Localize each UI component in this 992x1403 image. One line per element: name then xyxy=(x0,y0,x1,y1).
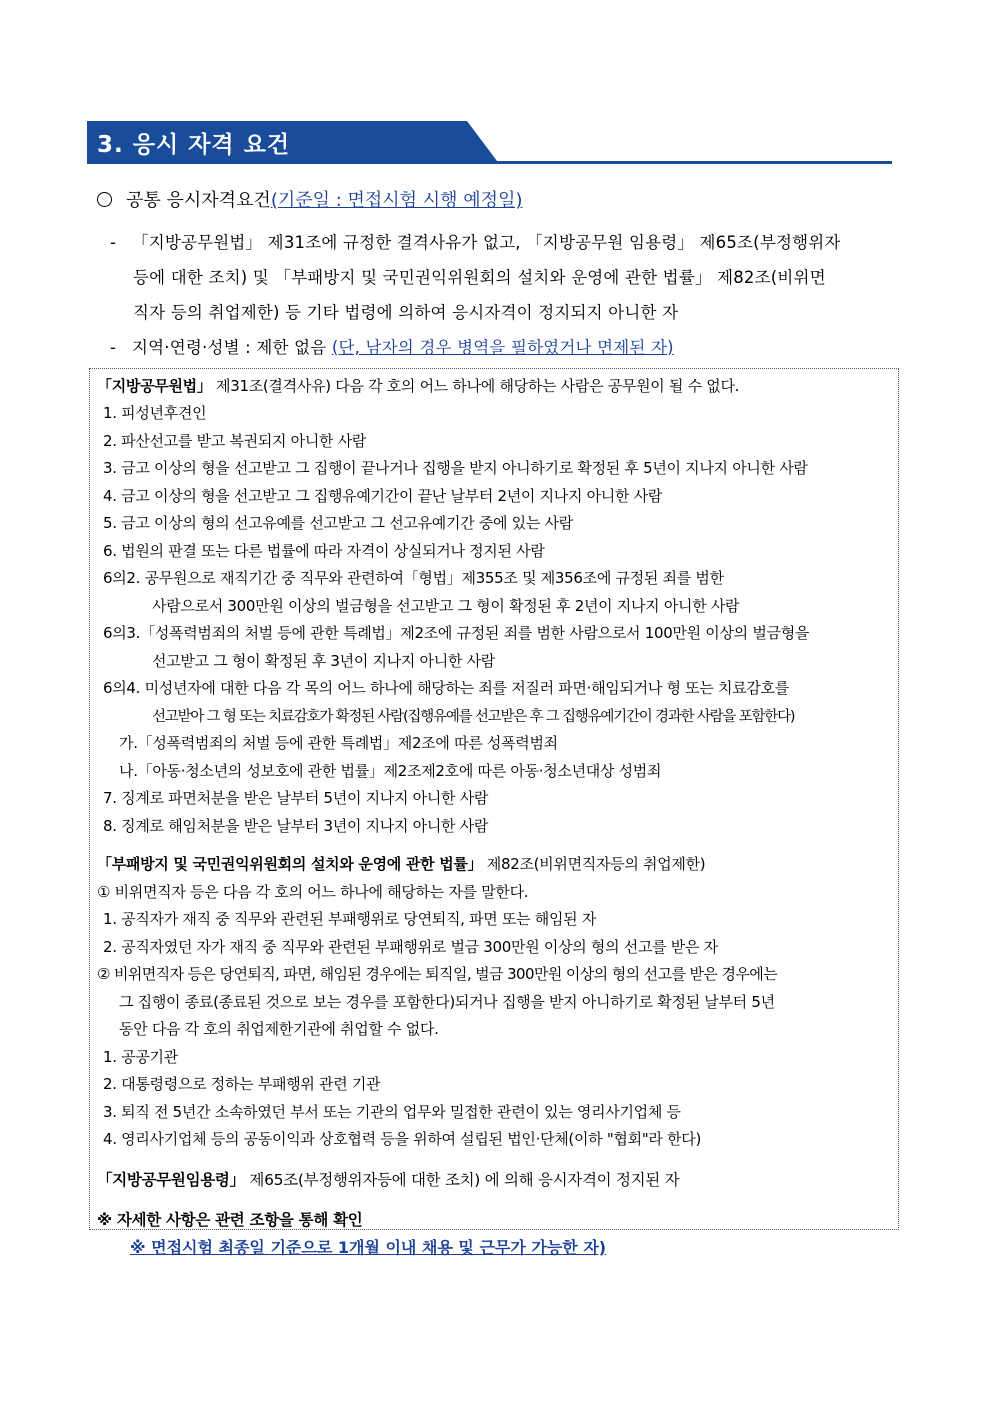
section-banner xyxy=(87,121,892,166)
employment-availability-footnote: ※ 면접시험 최종일 기준으로 1개월 이내 채용 및 근무가 가능한 자) xyxy=(130,1238,607,1257)
law2-item: 1. 공직자가 재직 중 직무와 관련된 부패행위로 당연퇴직, 파면 또는 해임된 자 xyxy=(103,910,597,928)
law1-item-continued: 사람으로서 300만원 이상의 벌금형을 선고받고 그 형이 확정된 후 2년이 지나지 아니한 사람 xyxy=(152,597,740,615)
law1-intro: 제31조(결격사유) 다음 각 호의 어느 하나에 해당하는 사람은 공무원이 될 수 없다. xyxy=(211,377,740,395)
law1-title: 「지방공무원법」 xyxy=(97,377,212,395)
heading-prefix: 공통 응시자격요건 xyxy=(126,190,271,211)
law3-text: 제65조(부정행위자등에 대한 조치) 에 의해 응시자격이 정지된 자 xyxy=(244,1171,680,1189)
law1-item: 5. 금고 이상의 형의 선고유예를 선고받고 그 선고유예기간 중에 있는 사람 xyxy=(103,514,573,532)
bullet-text: 지역·연령·성별 : 제한 없음 xyxy=(132,338,332,357)
law2-item: 4. 영리사기업체 등의 공동이익과 상호협력 등을 위하여 설립된 법인·단체(이하 "협회"라 한다) xyxy=(103,1130,702,1148)
heading-underlined-date: (기준일 : 면접시험 시행 예정일) xyxy=(270,190,523,211)
law2-clause-continued: 그 집행이 종료(종료된 것으로 보는 경우를 포함한다)되거나 집행을 받지 아니하기로 확정된 날부터 5년 xyxy=(119,993,775,1011)
law1-item: 2. 파산선고를 받고 복권되지 아니한 사람 xyxy=(103,432,367,450)
law1-item-continued: 선고받고 그 형이 확정된 후 3년이 지나지 아니한 사람 xyxy=(152,652,495,670)
law2-clause: ① 비위면직자 등은 다음 각 호의 어느 하나에 해당하는 자를 말한다. xyxy=(97,883,529,901)
bullet-dash: - xyxy=(110,338,117,357)
law1-header xyxy=(97,375,739,396)
law2-clause-continued: 동안 다음 각 호의 취업제한기관에 취업할 수 없다. xyxy=(119,1020,439,1038)
bullet-dash: - xyxy=(110,233,117,252)
law1-item: 1. 피성년후견인 xyxy=(103,404,207,422)
section-title: 3. 응시 자격 요건 xyxy=(97,132,291,158)
law2-intro: 제82조(비위면직자등의 취업제한) xyxy=(482,855,706,873)
bullet-2 xyxy=(110,334,674,358)
bullet-1-line-1 xyxy=(110,229,841,253)
circle-bullet-icon xyxy=(97,192,112,207)
bullet-text: 「지방공무원법」 제31조에 규정한 결격사유가 없고, 「지방공무원 임용령」 제65조(부정행위자 xyxy=(132,233,841,252)
law2-clause: ② 비위면직자 등은 당연퇴직, 파면, 해임된 경우에는 퇴직일, 벌금 300만원 이상의 형의 선고를 받은 경우에는 xyxy=(97,965,778,983)
law2-item: 1. 공공기관 xyxy=(103,1048,178,1066)
banner-underline xyxy=(87,161,892,164)
law1-subitem: 가.「성폭력범죄의 처벌 등에 관한 특례법」제2조에 따른 성폭력범죄 xyxy=(119,734,558,752)
law1-item: 8. 징계로 해임처분을 받은 날부터 3년이 지나지 아니한 사람 xyxy=(103,817,489,835)
law2-item: 3. 퇴직 전 5년간 소속하였던 부서 또는 기관의 업무와 밀접한 관련이 있는 영리사기업체 등 xyxy=(103,1103,681,1121)
law1-item: 6의2. 공무원으로 재직기간 중 직무와 관련하여「형법」제355조 및 제356조에 규정된 죄를 범한 xyxy=(103,569,724,587)
law1-item: 6. 법원의 판결 또는 다른 법률에 따라 자격이 상실되거나 정지된 사람 xyxy=(103,542,545,560)
common-requirements-heading xyxy=(97,186,522,212)
law3-title: 「지방공무원임용령」 xyxy=(97,1171,245,1189)
law3-line xyxy=(97,1168,679,1190)
law1-item: 3. 금고 이상의 형을 선고받고 그 집행이 끝나거나 집행을 받지 아니하기로 확정된 후 5년이 지나지 아니한 사람 xyxy=(103,459,808,477)
law1-item-continued: 선고받아 그 형 또는 치료감호가 확정된 사람(집행유예를 선고받은 후 그 집행유예기간이 경과한 사람을 포함한다) xyxy=(152,709,795,725)
law1-item: 4. 금고 이상의 형을 선고받고 그 집행유예기간이 끝난 날부터 2년이 지나지 아니한 사람 xyxy=(103,487,663,505)
law1-item: 7. 징계로 파면처분을 받은 날부터 5년이 지나지 아니한 사람 xyxy=(103,789,489,807)
law2-item: 2. 대통령령으로 정하는 부패행위 관련 기관 xyxy=(103,1075,381,1093)
law2-title: 「부패방지 및 국민권익위원회의 설치와 운영에 관한 법률」 xyxy=(97,855,483,873)
law1-subitem: 나.「아동·청소년의 성보호에 관한 법률」제2조제2호에 따른 아동·청소년대상 성범죄 xyxy=(119,762,662,780)
military-service-note: (단, 남자의 경우 병역을 필하였거나 면제된 자) xyxy=(331,338,674,357)
law2-header xyxy=(97,853,705,874)
law1-item: 6의3.「성폭력범죄의 처벌 등에 관한 특례법」제2조에 규정된 죄를 범한 사람으로서 100만원 이상의 벌금형을 xyxy=(103,624,810,642)
bullet-1-line-3: 직자 등의 취업제한) 등 기타 법령에 의하여 응시자격이 정지되지 아니한 자 xyxy=(133,303,679,322)
details-note: ※ 자세한 사항은 관련 조항을 통해 확인 xyxy=(97,1211,363,1229)
law1-item: 6의4. 미성년자에 대한 다음 각 목의 어느 하나에 해당하는 죄를 저질러 파면·해임되거나 형 또는 치료감호를 xyxy=(103,679,789,697)
bullet-1-line-2: 등에 대한 조치) 및 「부패방지 및 국민권익위원회의 설치와 운영에 관한 법률」 제82조(비위면 xyxy=(133,268,826,287)
law2-item: 2. 공직자였던 자가 재직 중 직무와 관련된 부패행위로 벌금 300만원 이상의 형의 선고를 받은 자 xyxy=(103,938,718,956)
